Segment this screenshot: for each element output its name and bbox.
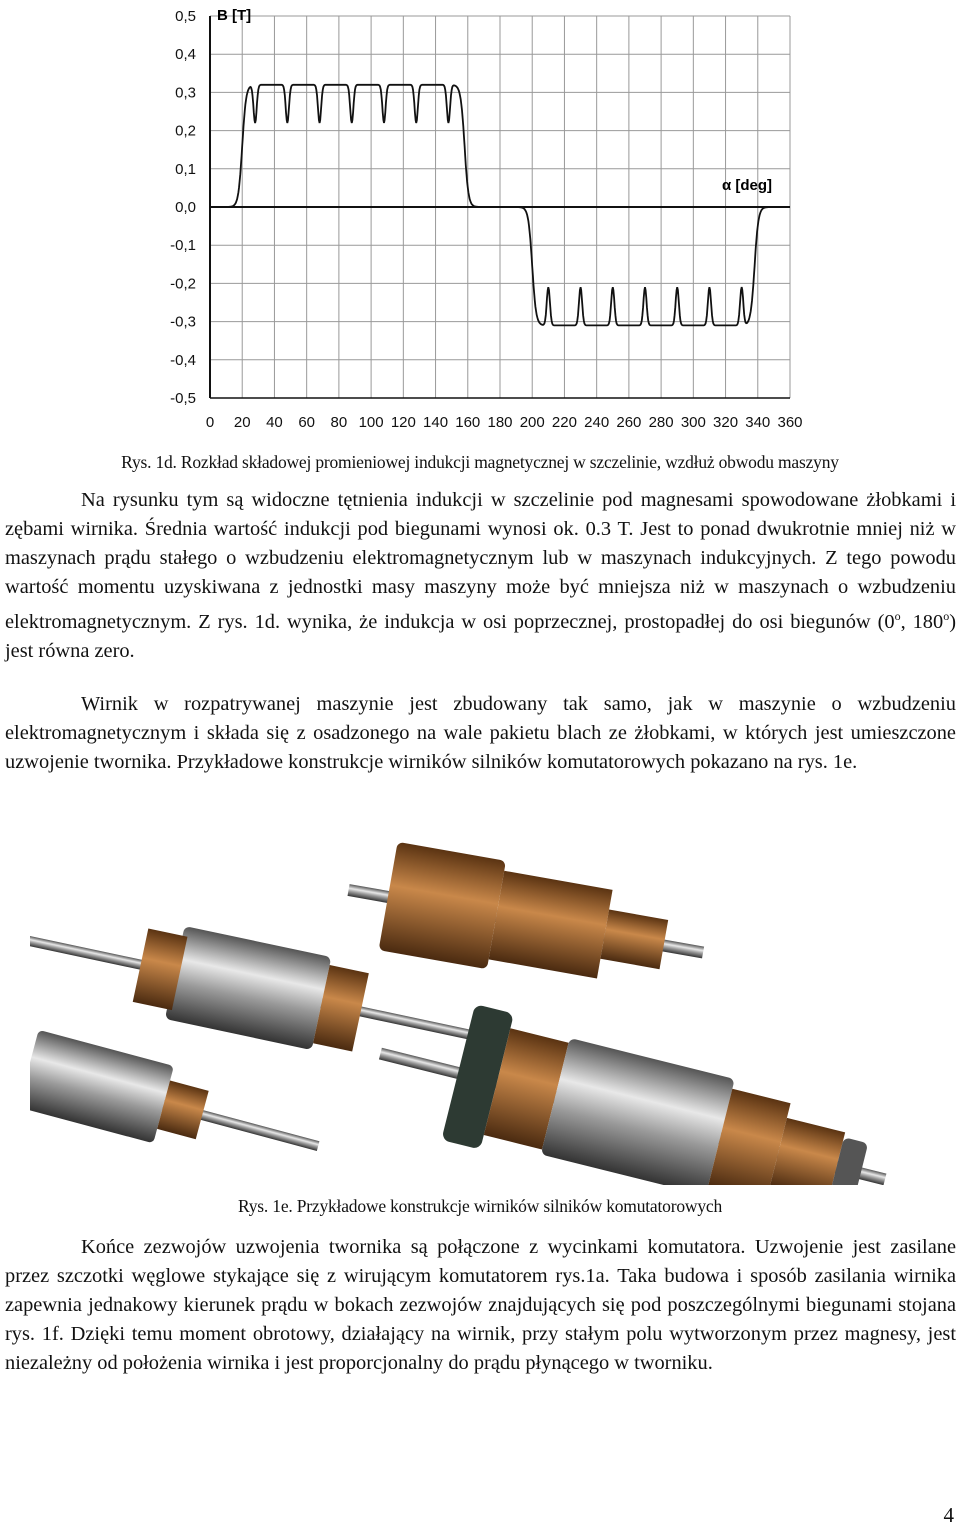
x-tick-label: 340 <box>745 414 771 431</box>
x-tick-label: 300 <box>680 414 706 431</box>
rotor-photos <box>30 815 930 1185</box>
x-axis-label: α [deg] <box>722 177 773 194</box>
y-tick-label: 0,3 <box>175 84 196 102</box>
x-tick-label: 280 <box>648 414 674 431</box>
paragraph-1: Na rysunku tym są widoczne tętnienia indukcji w szczelinie pod magnesami spowodowane żłobkami i zębami wirnika. Średnia wartość indukcji pod biegunami wynosi ok. 0.3 T. Jest to ponad dwukrotnie mniej niż w maszynach prądu stałego o wzbudzeniu elektromagnetycznym lub w maszynach indukcyjnych. Z tego powodu wartość momentu uzyskiwana z jednostki masy maszyny może być mniejsza niż w maszynach o wzbudzeniu elektromagnetycznym. Z rys. 1d. wynika, że indukcja w osi poprzecznej, prostopadłej do osi biegunów (0$^o$, 180$^o$) jest równa zero. <box>5 489 956 662</box>
x-tick-label: 200 <box>519 414 545 431</box>
x-tick-label: 40 <box>266 414 283 431</box>
y-tick-label: 0,4 <box>175 46 196 64</box>
x-tick-label: 160 <box>455 414 481 431</box>
x-tick-label: 0 <box>205 414 215 431</box>
figure-caption-1e: Rys. 1e. Przykładowe konstrukcje wirników silników komutatorowych <box>237 1196 722 1216</box>
x-tick-label: 320 <box>713 414 739 431</box>
y-tick-label: 0,1 <box>175 160 196 178</box>
y-tick-label: -0,3 <box>170 313 196 331</box>
rotor-photo-4 <box>364 985 902 1185</box>
x-tick-label: 80 <box>330 414 348 431</box>
x-tick-label: 180 <box>487 414 513 431</box>
y-tick-label: -0,5 <box>170 390 196 407</box>
y-axis-label: B [T] <box>217 7 252 24</box>
x-tick-label: 120 <box>390 414 416 431</box>
page-number: 4 <box>943 1503 954 1527</box>
paragraph-2: Wirnik w rozpatrywanej maszynie jest zbudowany tak samo, jak w maszynie o wzbudzeniu elektromagnetycznym i składa się z osadzonego na wale pakietu blach ze żłobkami, w których jest umieszczone uzwojenie twornika. Przykładowe konstrukcje wirników silników komutatorowych pokazano na rys. 1e. <box>5 693 956 773</box>
rotor-photo-3 <box>30 1030 328 1185</box>
y-tick-label: 0,2 <box>175 122 196 140</box>
x-tick-label: 220 <box>551 414 577 431</box>
x-tick-label: 60 <box>298 414 316 431</box>
y-tick-label: -0,4 <box>170 351 196 369</box>
y-tick-label: 0,5 <box>175 8 196 25</box>
x-tick-label: 240 <box>584 414 610 431</box>
y-tick-label: 0,0 <box>175 199 196 216</box>
chart-tick-labels <box>170 8 802 431</box>
figure-caption-1d: Rys. 1d. Rozkład składowej promieniowej indukcji magnetycznej w szczelinie, wzdłuż obwodu maszyny <box>121 452 839 472</box>
x-tick-label: 100 <box>358 414 384 431</box>
y-tick-label: -0,2 <box>170 275 196 293</box>
rotor-photo-2 <box>339 835 713 1006</box>
x-tick-label: 360 <box>777 414 803 431</box>
paragraph-3: Końce zezwojów uzwojenia twornika są połączone z wycinkami komutatora. Uzwojenie jest zasilane przez szczotki węglowe stykające się z wirującym komutatorem rys.1a. Taka budowa i sposób zasilania wirnika zapewnia jednakowy kierunek prądu w bokach zezwojów znajdujących się pod poszczególnymi biegunami stojana rys. 1f. Dzięki temu moment obrotowy, działający na wirnik, przy stałym polu wytworzonym przez magnesy, jest niezależny od położenia wirnika i jest proporcjonalny do prądu płynącego w tworniku. <box>5 1236 956 1374</box>
x-tick-label: 260 <box>616 414 642 431</box>
x-tick-label: 20 <box>233 414 251 431</box>
y-tick-label: -0,1 <box>170 237 196 255</box>
induction-chart <box>0 0 960 440</box>
x-tick-label: 140 <box>423 414 449 431</box>
